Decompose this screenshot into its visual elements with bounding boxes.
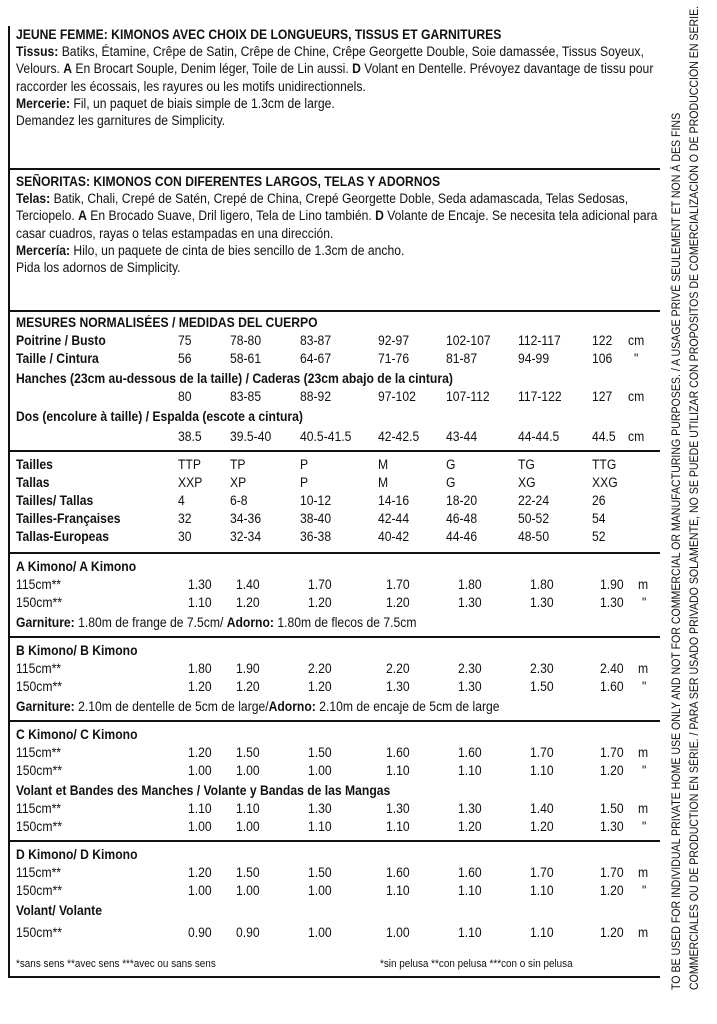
french-notions: Mercerie: Fil, un paquet de biais simple de 1.3cm de large.: [16, 95, 335, 111]
yardage-value: 1.20: [188, 745, 212, 760]
yardage-value: 2.40: [600, 661, 624, 676]
yardage-value: 1.60: [386, 865, 410, 880]
yardage-value: 1.20: [600, 883, 624, 898]
yardage-value: 0.90: [236, 925, 260, 940]
yardage-value: 1.80: [458, 577, 482, 592]
yardage-value: 1.30: [188, 577, 212, 592]
yardage-value: 1.00: [188, 763, 212, 778]
back-value: 38.5: [178, 429, 202, 444]
yardage-value: 1.80: [188, 661, 212, 676]
bust-value: 122: [592, 333, 613, 348]
yardage-value: 1.10: [458, 883, 482, 898]
yardage-value: 2.30: [530, 661, 554, 676]
yardage-value: 1.10: [530, 925, 554, 940]
hip-value: 88-92: [300, 389, 332, 404]
size-value: 14-16: [378, 493, 410, 508]
yardage-value: 1.50: [530, 679, 554, 694]
yardage-value: 1.70: [600, 865, 624, 880]
hip-value: 97-102: [378, 389, 416, 404]
yardage-value: 1.70: [530, 745, 554, 760]
yardage-value: 1.10: [308, 819, 332, 834]
size-value: TTP: [178, 457, 201, 472]
yardage-value: 1.10: [458, 763, 482, 778]
divider: [10, 168, 660, 170]
waist-value: 64-67: [300, 351, 332, 366]
unit-label: ": [642, 679, 647, 694]
hip-value: 127: [592, 389, 613, 404]
waist-value: 71-76: [378, 351, 410, 366]
unit-label: cm: [628, 389, 645, 404]
french-trims: Demandez les garnitures de Simplicity.: [16, 113, 226, 129]
size-value: 32-34: [230, 529, 262, 544]
footer-legend-es: *sin pelusa **con pelusa ***con o sin pelusa: [380, 958, 573, 970]
size-value: 42-44: [378, 511, 410, 526]
yardage-value: 1.50: [308, 745, 332, 760]
size-value: 30: [178, 529, 192, 544]
yardage-value: 1.00: [236, 819, 260, 834]
size-value: M: [378, 457, 389, 472]
divider: [10, 310, 660, 312]
unit-label: ": [642, 763, 647, 778]
yardage-value: 1.40: [236, 577, 260, 592]
yardage-value: 1.00: [188, 819, 212, 834]
yardage-value: 1.90: [600, 577, 624, 592]
yardage-value: 1.30: [600, 595, 624, 610]
french-title: JEUNE FEMME: KIMONOS AVEC CHOIX DE LONGUEURS, TISSUS ET GARNITURES: [16, 27, 502, 42]
bust-value: 92-97: [378, 333, 410, 348]
hip-value: 107-112: [446, 389, 490, 404]
bust-value: 78-80: [230, 333, 262, 348]
hip-value: 80: [178, 389, 192, 404]
yardage-value: 1.00: [236, 763, 260, 778]
yardage-value: 1.00: [308, 925, 332, 940]
yardage-value: 1.00: [308, 883, 332, 898]
yardage-value: 1.10: [458, 925, 482, 940]
unit-label: m: [638, 661, 649, 676]
divider: [10, 840, 660, 842]
yardage-value: 1.10: [386, 763, 410, 778]
divider: [10, 720, 660, 722]
size-value: 48-50: [518, 529, 550, 544]
side-notice: [660, 5, 716, 990]
size-value: 18-20: [446, 493, 478, 508]
yardage-value: 1.00: [236, 883, 260, 898]
yardage-value: 1.20: [600, 925, 624, 940]
yardage-value: 1.70: [386, 577, 410, 592]
yardage-value: 1.00: [308, 763, 332, 778]
divider: [10, 450, 660, 452]
yardage-value: 1.20: [386, 595, 410, 610]
yardage-value: 1.60: [386, 745, 410, 760]
french-fabric-section: [10, 26, 660, 129]
size-value: 4: [178, 493, 185, 508]
spanish-notions: Mercería: Hilo, un paquete de cinta de bies sencillo de 1.3cm de ancho.: [16, 242, 405, 258]
yardage-value: 1.20: [188, 679, 212, 694]
yardage-value: 1.60: [458, 865, 482, 880]
yardage-value: 1.20: [308, 595, 332, 610]
yardage-value: 1.50: [600, 801, 624, 816]
unit-label: m: [638, 801, 649, 816]
bust-value: 102-107: [446, 333, 491, 348]
waist-value: 94-99: [518, 351, 550, 366]
size-value: 40-42: [378, 529, 410, 544]
yardage-value: 1.70: [308, 577, 332, 592]
yardage-value: 1.30: [458, 595, 482, 610]
divider: [10, 552, 660, 554]
bust-value: 112-117: [518, 333, 561, 348]
back-value: 42-42.5: [378, 429, 420, 444]
size-value: 22-24: [518, 493, 550, 508]
spanish-fabrics: Telas: Batik, Chali, Crepé de Satén, Crepé de China, Crepé Georgette Doble, Seda adamascada, Telas Sedosas, Terciopelo. A En Brocado Suave, Dril ligero, Tela de Lino también. D Volante de Encaje. Se necesita tela adicional para casar cuadros, rayas o telas estampadas en una dirección.: [16, 191, 658, 241]
size-value: 36-38: [300, 529, 332, 544]
size-value: G: [446, 475, 456, 490]
yardage-value: 1.30: [458, 679, 482, 694]
size-value: 52: [592, 529, 606, 544]
waist-value: 106: [592, 351, 613, 366]
divider: [10, 636, 660, 638]
side-notice-line-1: TO BE USED FOR INDIVIDUAL PRIVATE HOME USE ONLY AND NOT FOR COMMERCIAL OR MANUFACTURING PURPOSES. / A USAGE PRIVÉ SEULEMENT ET NON À DES FINS: [671, 112, 683, 990]
size-value: M: [378, 475, 389, 490]
size-value: 10-12: [300, 493, 332, 508]
spanish-trims: Pida los adornos de Simplicity.: [16, 260, 181, 276]
yardage-value: 0.90: [188, 925, 212, 940]
size-value: 38-40: [300, 511, 332, 526]
size-value: 32: [178, 511, 192, 526]
back-value: 40.5-41.5: [300, 429, 352, 444]
waist-value: 58-61: [230, 351, 262, 366]
size-value: XXP: [178, 475, 203, 490]
size-value: XP: [230, 475, 247, 490]
yardage-value: 1.20: [188, 865, 212, 880]
yardage-value: 1.50: [236, 745, 260, 760]
waist-value: 56: [178, 351, 192, 366]
spanish-title: SEÑORITAS: KIMONOS CON DIFERENTES LARGOS, TELAS Y ADORNOS: [16, 174, 441, 189]
back-value: 44.5: [592, 429, 616, 444]
yardage-value: 1.60: [600, 679, 624, 694]
bust-value: 83-87: [300, 333, 332, 348]
french-fabrics: Tissus: Batiks, Étamine, Crêpe de Satin, Crêpe de Chine, Crêpe Georgette Double, Soie damassée, Tissus Soyeux, Velours. A En Brocart Souple, Denim léger, Toile de Lin aussi. D Volant en Dentelle. Prévoyez davantage de tissu pour raccorder les écossais, les rayures ou les motifs unidirectionnels.: [16, 44, 654, 94]
yardage-value: 1.30: [530, 595, 554, 610]
size-value: 6-8: [230, 493, 248, 508]
yardage-value: 2.30: [458, 661, 482, 676]
yardage-value: 1.30: [386, 801, 410, 816]
size-value: TTG: [592, 457, 617, 472]
spanish-fabric-section: [10, 173, 660, 276]
yardage-value: 1.10: [386, 819, 410, 834]
yardage-value: 1.70: [600, 745, 624, 760]
size-value: 34-36: [230, 511, 262, 526]
yardage-value: 1.30: [458, 801, 482, 816]
yardage-value: 1.40: [530, 801, 554, 816]
unit-label: ": [642, 819, 647, 834]
yardage-value: 1.20: [308, 679, 332, 694]
pattern-envelope-back: JEUNE FEMME: KIMONOS AVEC CHOIX DE LONGUEURS, TISSUS ET GARNITURES Tissus: Batiks, Étamine, Crêpe de Satin, Crêpe de Chine, Crêpe Georgette Double, Soie damassée, Tissus Soyeux, Velours. A En Brocart Souple, Denim léger, Toile de Lin aussi. D Volant en Dentelle. Prévoyez davantage de tissu pour raccorder les écossais, les rayures ou les motifs unidirectionnels. Mercerie: Fil, un paquet de biais simple de 1.3cm de large. Demandez les garnitures de Simplicity. SEÑORITAS: KIMONOS CON DIFERENTES LARGOS, TELAS Y ADORNOS Telas: Batik, Chali, Crepé de Satén, Crepé de China, Crepé Georgette Doble, Seda adamascada, Telas Sedosas, Terciopelo. A En Brocado Suave, Dril ligero, Tela de Lino también. D Volante de Encaje. Se necesita tela adicional para casar cuadros, rayas o telas estampadas en una dirección. Mercería: Hilo, un paquete de cinta de bies sencillo de 1.3cm de ancho. Pida los adornos de Simplicity. MESURES NORMALISÉES / MEDIDAS DEL CUERPO Poitrine / Busto 75 78-80 83-87 92-97 102-107 112-117 122 cm Taille / Cintura 56 58-61 64-67 71-76 81-87 94-99 106 " Hanches (23cm au-dessous de la taille) / Caderas (23cm abajo de la cintura) 80 83-85 88-92 97-102 107-112 117-122 127 cm Dos (encolure à taille) / Espalda (escote a cintura) 38.5 39.5-40 40.5-41.5 42-42.5 43-44 44-44.5 44.5 cm Tailles TTP TP P M G TG TTG Tallas XXP XP P M G XG XXG Tailles/ Tallas 4 6-8 10-12 14-16 18-20 22-24 26 Tailles-Françaises 32 34-36 38-40 42-44 46-48 50-52 54 Tallas-Europeas 30 32-34 36-38 40-42 44-46 48-50 52 A Kimono/ A Kimono 115cm** 1.30 1.40 1.70 1.70 1.80 1.80 1.90 m 150cm** 1.10 1.20 1.20 1.20 1.30 1.30 1.30 " Garniture: 1.80m de frange de 7.5cm/ Adorno: 1.80m de flecos de 7.5cm B Kimono/ B Kimono 115cm** 1.80 1.90 2.20 2.20 2.30 2.30 2.40 m 150cm** 1.20 1.20 1.20 1.30 1.30 1.50 1.60 " Garniture: 2.10m de dentelle de 5cm de large/Adorno: 2.10m de encaje de 5cm de large C Kimono/ C Kimono 115cm** 1.20 1.50 1.50 1.60 1.60 1.70 1.70 m 150cm** 1.00 1.00 1.00 1.10 1.10 1.10 1.20 " Volant et Bandes des Manches / Volante y Bandas de las Mangas 115cm** 1.10 1.10 1.30 1.30 1.30 1.40 1.50 m 150cm** 1.00 1.00 1.10 1.10 1.20 1.20 1.30 " D Kimono/ D Kimono 115cm** 1.20 1.50 1.50 1.60 1.60 1.70 1.70 m 150cm** 1.00 1.00 1.00 1.10 1.10 1.10 1.20 " Volant/ Volante 150cm** 0.90 0.90 1.00 1.00 1.10 1.10 1.20 m: [8, 26, 660, 978]
size-value: 54: [592, 511, 606, 526]
yardage-value: 2.20: [386, 661, 410, 676]
yardage-value: 1.50: [308, 865, 332, 880]
size-value: G: [446, 457, 456, 472]
size-value: 50-52: [518, 511, 550, 526]
yardage-value: 1.20: [236, 679, 260, 694]
yardage-value: 1.10: [386, 883, 410, 898]
yardage-value: 1.90: [236, 661, 260, 676]
back-value: 43-44: [446, 429, 478, 444]
unit-label: m: [638, 865, 649, 880]
size-value: P: [300, 475, 309, 490]
size-value: P: [300, 457, 309, 472]
unit-label: m: [638, 577, 649, 592]
hip-value: 83-85: [230, 389, 262, 404]
yardage-value: 1.00: [386, 925, 410, 940]
yardage-value: 1.10: [236, 801, 260, 816]
side-notice-line-2: COMMERCIALES OU DE PRODUCTION EN SÉRIE. / PARA SER USADO PRIVADO SOLAMENTE, NO SE PUEDE UTILIZAR CON PROPÓSITOS DE COMERCIALIZACIÓN O DE PRODUCCIÓN EN SERIE.: [689, 5, 701, 990]
unit-label: ": [642, 595, 647, 610]
waist-value: 81-87: [446, 351, 478, 366]
unit-label: cm: [628, 333, 645, 348]
yardage-value: 1.80: [530, 577, 554, 592]
back-value: 39.5-40: [230, 429, 272, 444]
yardage-value: 1.20: [530, 819, 554, 834]
size-value: TP: [230, 457, 246, 472]
footer-legend-fr: *sans sens **avec sens ***avec ou sans sens: [16, 958, 216, 970]
yardage-value: 1.30: [308, 801, 332, 816]
unit-label: m: [638, 925, 649, 940]
yardage-value: 1.60: [458, 745, 482, 760]
yardage-value: 1.20: [600, 763, 624, 778]
back-value: 44-44.5: [518, 429, 560, 444]
yardage-value: 1.30: [386, 679, 410, 694]
size-value: 26: [592, 493, 606, 508]
size-value: 44-46: [446, 529, 478, 544]
yardage-value: 1.70: [530, 865, 554, 880]
bust-value: 75: [178, 333, 192, 348]
unit-label: ": [642, 883, 647, 898]
unit-label: ": [634, 351, 639, 366]
yardage-value: 1.10: [188, 595, 212, 610]
yardage-value: 1.50: [236, 865, 260, 880]
yardage-value: 1.30: [600, 819, 624, 834]
size-value: 46-48: [446, 511, 478, 526]
unit-label: m: [638, 745, 649, 760]
yardage-value: 1.20: [236, 595, 260, 610]
yardage-value: 1.20: [458, 819, 482, 834]
yardage-value: 1.10: [530, 883, 554, 898]
hip-value: 117-122: [518, 389, 562, 404]
unit-label: cm: [628, 429, 645, 444]
yardage-value: 1.00: [188, 883, 212, 898]
yardage-value: 1.10: [188, 801, 212, 816]
yardage-value: 2.20: [308, 661, 332, 676]
yardage-value: 1.10: [530, 763, 554, 778]
size-value: XXG: [592, 475, 618, 490]
size-value: XG: [518, 475, 536, 490]
size-value: TG: [518, 457, 535, 472]
